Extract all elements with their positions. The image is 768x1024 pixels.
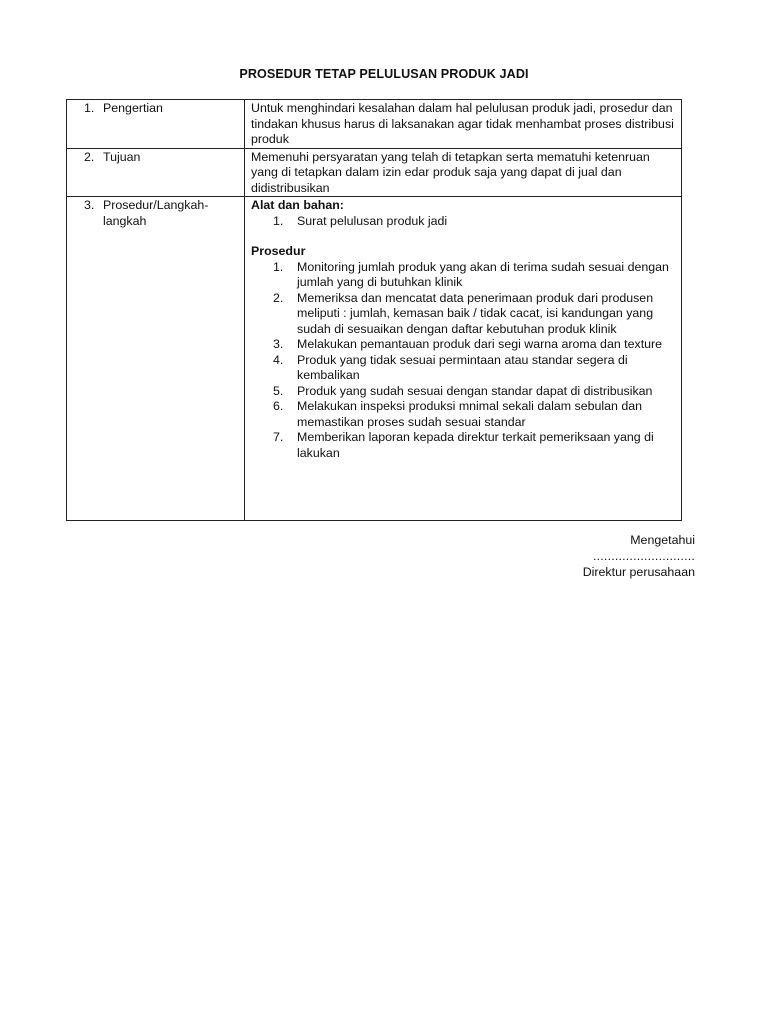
- list-item-text: Produk yang sudah sesuai dengan standar dapat di distribusikan: [297, 383, 653, 398]
- row-label-cell: [67, 148, 245, 197]
- list-item: [251, 430, 677, 461]
- list-item-text: Memeriksa dan mencatat data penerimaan produk dari produsen meliputi : jumlah, kemasan baik / tidak cacat, isi kandungan yang sudah di sesuaikan dengan daftar kebutuhan produk klinik: [297, 290, 654, 336]
- definition-text: Untuk menghindari kesalahan dalam hal pelulusan produk jadi, prosedur dan tindakan khusus harus di laksanakan agar tidak menhambat proses distribusi produk: [251, 101, 674, 146]
- row-content-cell: [245, 100, 682, 149]
- tools-heading: Alat dan bahan:: [251, 198, 344, 212]
- row-label-cell: [67, 197, 245, 521]
- row-number: 2.: [84, 149, 95, 164]
- list-item-text: Memberikan laporan kepada direktur terkait pemeriksaan yang di lakukan: [297, 430, 654, 460]
- list-item-number: 1.: [273, 213, 284, 228]
- list-item-number: 4.: [273, 352, 284, 367]
- list-item-number: 6.: [273, 399, 284, 413]
- list-item: [251, 399, 677, 430]
- list-item-text: Melakukan inspeksi produksi mnimal sekali dalam sebulan dan memastikan proses sudah sesuai standar: [297, 399, 643, 429]
- list-item: [251, 337, 677, 353]
- list-item-text: Produk yang tidak sesuai permintaan atau standar segera di kembalikan: [297, 352, 628, 382]
- table-row: [67, 100, 682, 149]
- list-item: [251, 260, 677, 291]
- procedure-table: [66, 99, 682, 521]
- list-item-number: 3.: [273, 337, 284, 351]
- row-label: Prosedur/Langkah-langkah: [103, 198, 209, 228]
- document-title: PROSEDUR TETAP PELULUSAN PRODUK JADI: [239, 67, 529, 81]
- list-item: [251, 353, 677, 384]
- list-item-number: 1.: [273, 259, 284, 274]
- row-label: Pengertian: [103, 101, 163, 115]
- list-item-number: 7.: [273, 430, 284, 444]
- list-item-number: 5.: [273, 383, 284, 398]
- row-content-cell: [245, 148, 682, 197]
- list-item-text: Melakukan pemantauan produk dari segi warna aroma dan texture: [297, 337, 663, 351]
- purpose-text: Memenuhi persyaratan yang telah di tetapkan serta mematuhi ketenruan yang di tetapkan dalam izin edar produk saja yang dapat di jual dan didistribusikan: [251, 149, 650, 195]
- row-number: 3.: [84, 198, 95, 212]
- list-item-text: Surat pelulusan produk jadi: [297, 213, 448, 228]
- list-item-number: 2.: [273, 290, 284, 305]
- row-content-cell: [245, 197, 682, 521]
- row-label-cell: [67, 100, 245, 149]
- acknowledged-label: Mengetahui: [630, 533, 695, 547]
- tools-list: [251, 214, 677, 230]
- row-number: 1.: [84, 101, 95, 115]
- list-item: [251, 214, 677, 230]
- row-label: Tujuan: [103, 149, 141, 164]
- table-row: [67, 197, 682, 521]
- list-item: [251, 291, 677, 338]
- list-item: [251, 384, 677, 400]
- signatory-role: Direktur perusahaan: [582, 565, 695, 579]
- signature-block: [583, 532, 695, 580]
- procedure-steps-list: [251, 260, 677, 462]
- list-item-text: Monitoring jumlah produk yang akan di terima sudah sesuai dengan jumlah yang di butuhkan klinik: [297, 259, 669, 289]
- procedure-heading: Prosedur: [251, 244, 306, 258]
- table-row: [67, 148, 682, 197]
- signature-line: ............................: [593, 549, 695, 563]
